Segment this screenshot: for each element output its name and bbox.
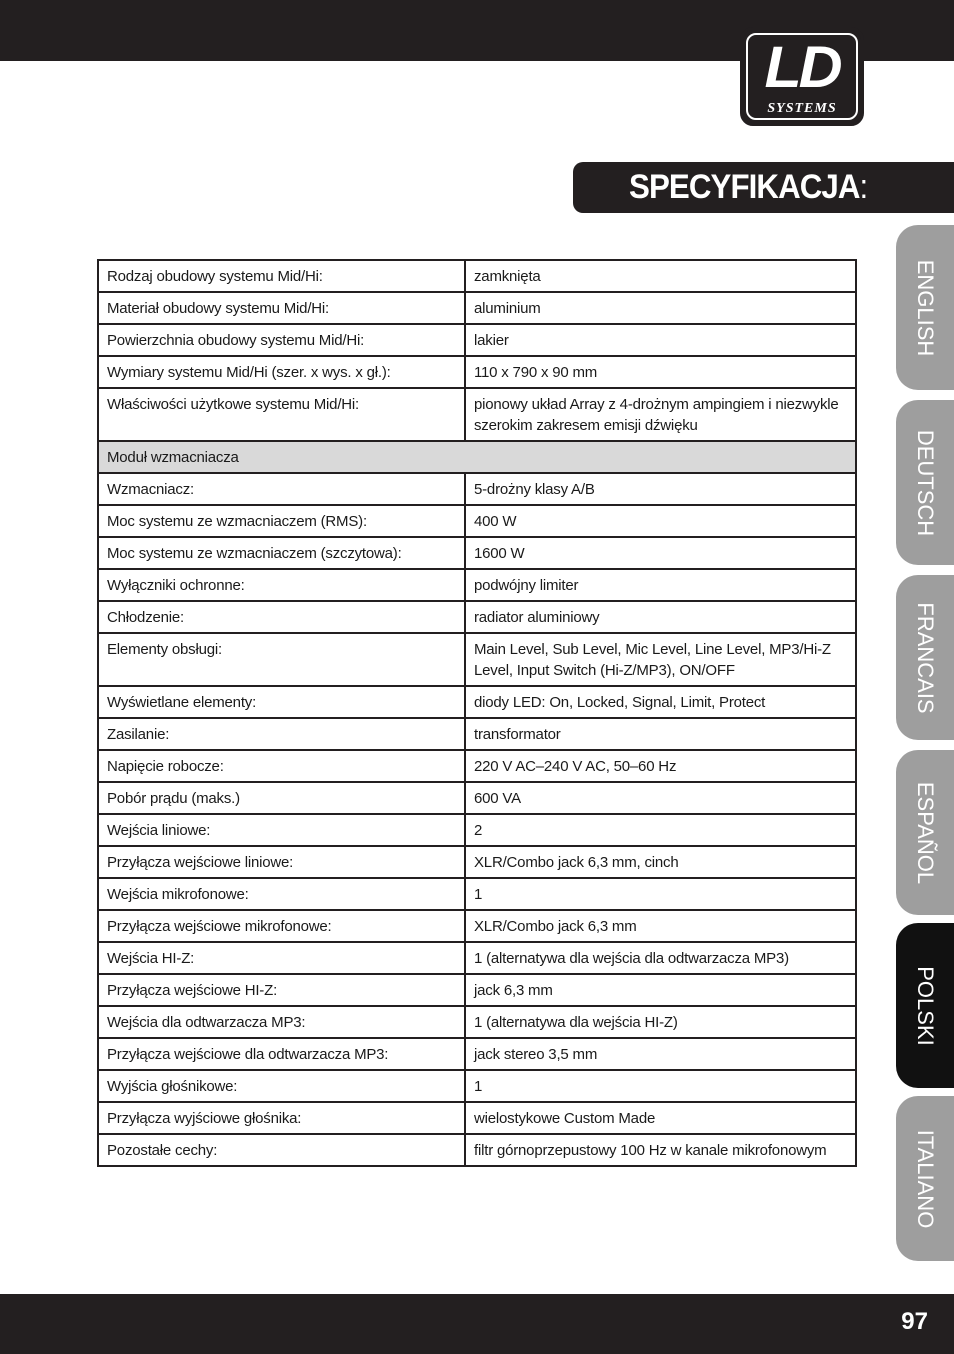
spec-label-cell: Elementy obsługi: [98, 633, 465, 686]
logo-ld-text: LD [764, 35, 840, 100]
spec-label-cell: Przyłącza wejściowe mikrofonowe: [98, 910, 465, 942]
spec-value-cell: 5-drożny klasy A/B [465, 473, 856, 505]
spec-label-cell: Przyłącza wejściowe HI-Z: [98, 974, 465, 1006]
table-row [98, 324, 856, 356]
table-row [98, 686, 856, 718]
tab-label: ENGLISH [913, 259, 938, 356]
page-number: 97 [901, 1308, 928, 1335]
spec-value-cell: 1 [465, 1070, 856, 1102]
spec-value-cell: XLR/Combo jack 6,3 mm, cinch [465, 846, 856, 878]
spec-label-cell: Wyłączniki ochronne: [98, 569, 465, 601]
table-row [98, 569, 856, 601]
spec-label-cell: Moc systemu ze wzmacniaczem (szczytowa): [98, 537, 465, 569]
spec-label-cell: Powierzchnia obudowy systemu Mid/Hi: [98, 324, 465, 356]
page-title-text: SPECYFIKACJA [629, 168, 860, 206]
table-row [98, 718, 856, 750]
table-row [98, 1134, 856, 1166]
spec-value-cell: 600 VA [465, 782, 856, 814]
section-header-row [98, 441, 856, 473]
tab-label: FRANCAIS [913, 601, 938, 714]
table-row [98, 1070, 856, 1102]
tab-label: DEUTSCH [913, 429, 938, 536]
table-row [98, 633, 856, 686]
section-header-cell: Moduł wzmacniacza [98, 441, 856, 473]
spec-value-cell: aluminium [465, 292, 856, 324]
spec-value-cell: transformator [465, 718, 856, 750]
spec-label-cell: Napięcie robocze: [98, 750, 465, 782]
spec-label-cell: Wejścia mikrofonowe: [98, 878, 465, 910]
tab-label: ITALIANO [913, 1129, 938, 1228]
specification-table [97, 259, 857, 1167]
page-title [629, 167, 867, 207]
table-row [98, 846, 856, 878]
spec-value-cell: 2 [465, 814, 856, 846]
bottom-footer-bar [0, 1294, 954, 1354]
table-row [98, 260, 856, 292]
spec-label-cell: Moc systemu ze wzmacniaczem (RMS): [98, 505, 465, 537]
tab-label: ESPAÑOL [913, 781, 938, 884]
spec-value-cell: diody LED: On, Locked, Signal, Limit, Protect [465, 686, 856, 718]
logo-frame [746, 33, 858, 120]
specification-table-body [98, 260, 856, 1166]
table-row [98, 910, 856, 942]
spec-value-cell: wielostykowe Custom Made [465, 1102, 856, 1134]
table-row [98, 388, 856, 441]
spec-value-cell: pionowy układ Array z 4-drożnym ampingiem i niezwykle szerokim zakresem emisji dźwięku [465, 388, 856, 441]
table-row [98, 356, 856, 388]
spec-value-cell: zamknięta [465, 260, 856, 292]
table-row [98, 537, 856, 569]
spec-label-cell: Materiał obudowy systemu Mid/Hi: [98, 292, 465, 324]
table-row [98, 750, 856, 782]
spec-value-cell: 400 W [465, 505, 856, 537]
table-row [98, 1006, 856, 1038]
table-row [98, 974, 856, 1006]
table-row [98, 473, 856, 505]
spec-label-cell: Przyłącza wyjściowe głośnika: [98, 1102, 465, 1134]
table-row [98, 942, 856, 974]
table-row [98, 1102, 856, 1134]
logo-systems-text: SYSTEMS [767, 101, 837, 116]
spec-value-cell: 1600 W [465, 537, 856, 569]
spec-label-cell: Pozostałe cechy: [98, 1134, 465, 1166]
spec-value-cell: 110 x 790 x 90 mm [465, 356, 856, 388]
spec-value-cell: podwójny limiter [465, 569, 856, 601]
spec-value-cell: jack 6,3 mm [465, 974, 856, 1006]
table-row [98, 782, 856, 814]
spec-label-cell: Wyjścia głośnikowe: [98, 1070, 465, 1102]
tab-deutsch[interactable] [896, 400, 954, 565]
spec-value-cell: 1 (alternatywa dla wejścia dla odtwarzacza MP3) [465, 942, 856, 974]
spec-label-cell: Chłodzenie: [98, 601, 465, 633]
spec-value-cell: XLR/Combo jack 6,3 mm [465, 910, 856, 942]
spec-label-cell: Wyświetlane elementy: [98, 686, 465, 718]
tab-label: POLSKI [913, 965, 938, 1046]
tab-polski[interactable] [896, 923, 954, 1088]
spec-label-cell: Właściwości użytkowe systemu Mid/Hi: [98, 388, 465, 441]
spec-value-cell: 220 V AC–240 V AC, 50–60 Hz [465, 750, 856, 782]
spec-label-cell: Wymiary systemu Mid/Hi (szer. x wys. x gł.): [98, 356, 465, 388]
spec-label-cell: Wejścia liniowe: [98, 814, 465, 846]
spec-label-cell: Wejścia HI-Z: [98, 942, 465, 974]
spec-value-cell: lakier [465, 324, 856, 356]
spec-label-cell: Przyłącza wejściowe liniowe: [98, 846, 465, 878]
table-row [98, 878, 856, 910]
spec-value-cell: jack stereo 3,5 mm [465, 1038, 856, 1070]
spec-value-cell: Main Level, Sub Level, Mic Level, Line Level, MP3/Hi-Z Level, Input Switch (Hi-Z/MP3), ON/OFF [465, 633, 856, 686]
tab-italiano[interactable] [896, 1096, 954, 1261]
language-tabs [896, 0, 954, 1354]
spec-label-cell: Zasilanie: [98, 718, 465, 750]
spec-value-cell: filtr górnoprzepustowy 100 Hz w kanale mikrofonowym [465, 1134, 856, 1166]
spec-value-cell: 1 [465, 878, 856, 910]
spec-label-cell: Wzmacniacz: [98, 473, 465, 505]
spec-label-cell: Przyłącza wejściowe dla odtwarzacza MP3: [98, 1038, 465, 1070]
spec-label-cell: Rodzaj obudowy systemu Mid/Hi: [98, 260, 465, 292]
table-row [98, 601, 856, 633]
ld-systems-logo [740, 27, 864, 126]
spec-label-cell: Pobór prądu (maks.) [98, 782, 465, 814]
tab-english[interactable] [896, 225, 954, 390]
spec-value-cell: radiator aluminiowy [465, 601, 856, 633]
spec-label-cell: Wejścia dla odtwarzacza MP3: [98, 1006, 465, 1038]
tab-francais[interactable] [896, 575, 954, 740]
table-row [98, 1038, 856, 1070]
table-row [98, 814, 856, 846]
table-row [98, 292, 856, 324]
tab-espaol[interactable] [896, 750, 954, 915]
spec-value-cell: 1 (alternatywa dla wejścia HI-Z) [465, 1006, 856, 1038]
page-title-colon: : [859, 168, 868, 206]
table-row [98, 505, 856, 537]
